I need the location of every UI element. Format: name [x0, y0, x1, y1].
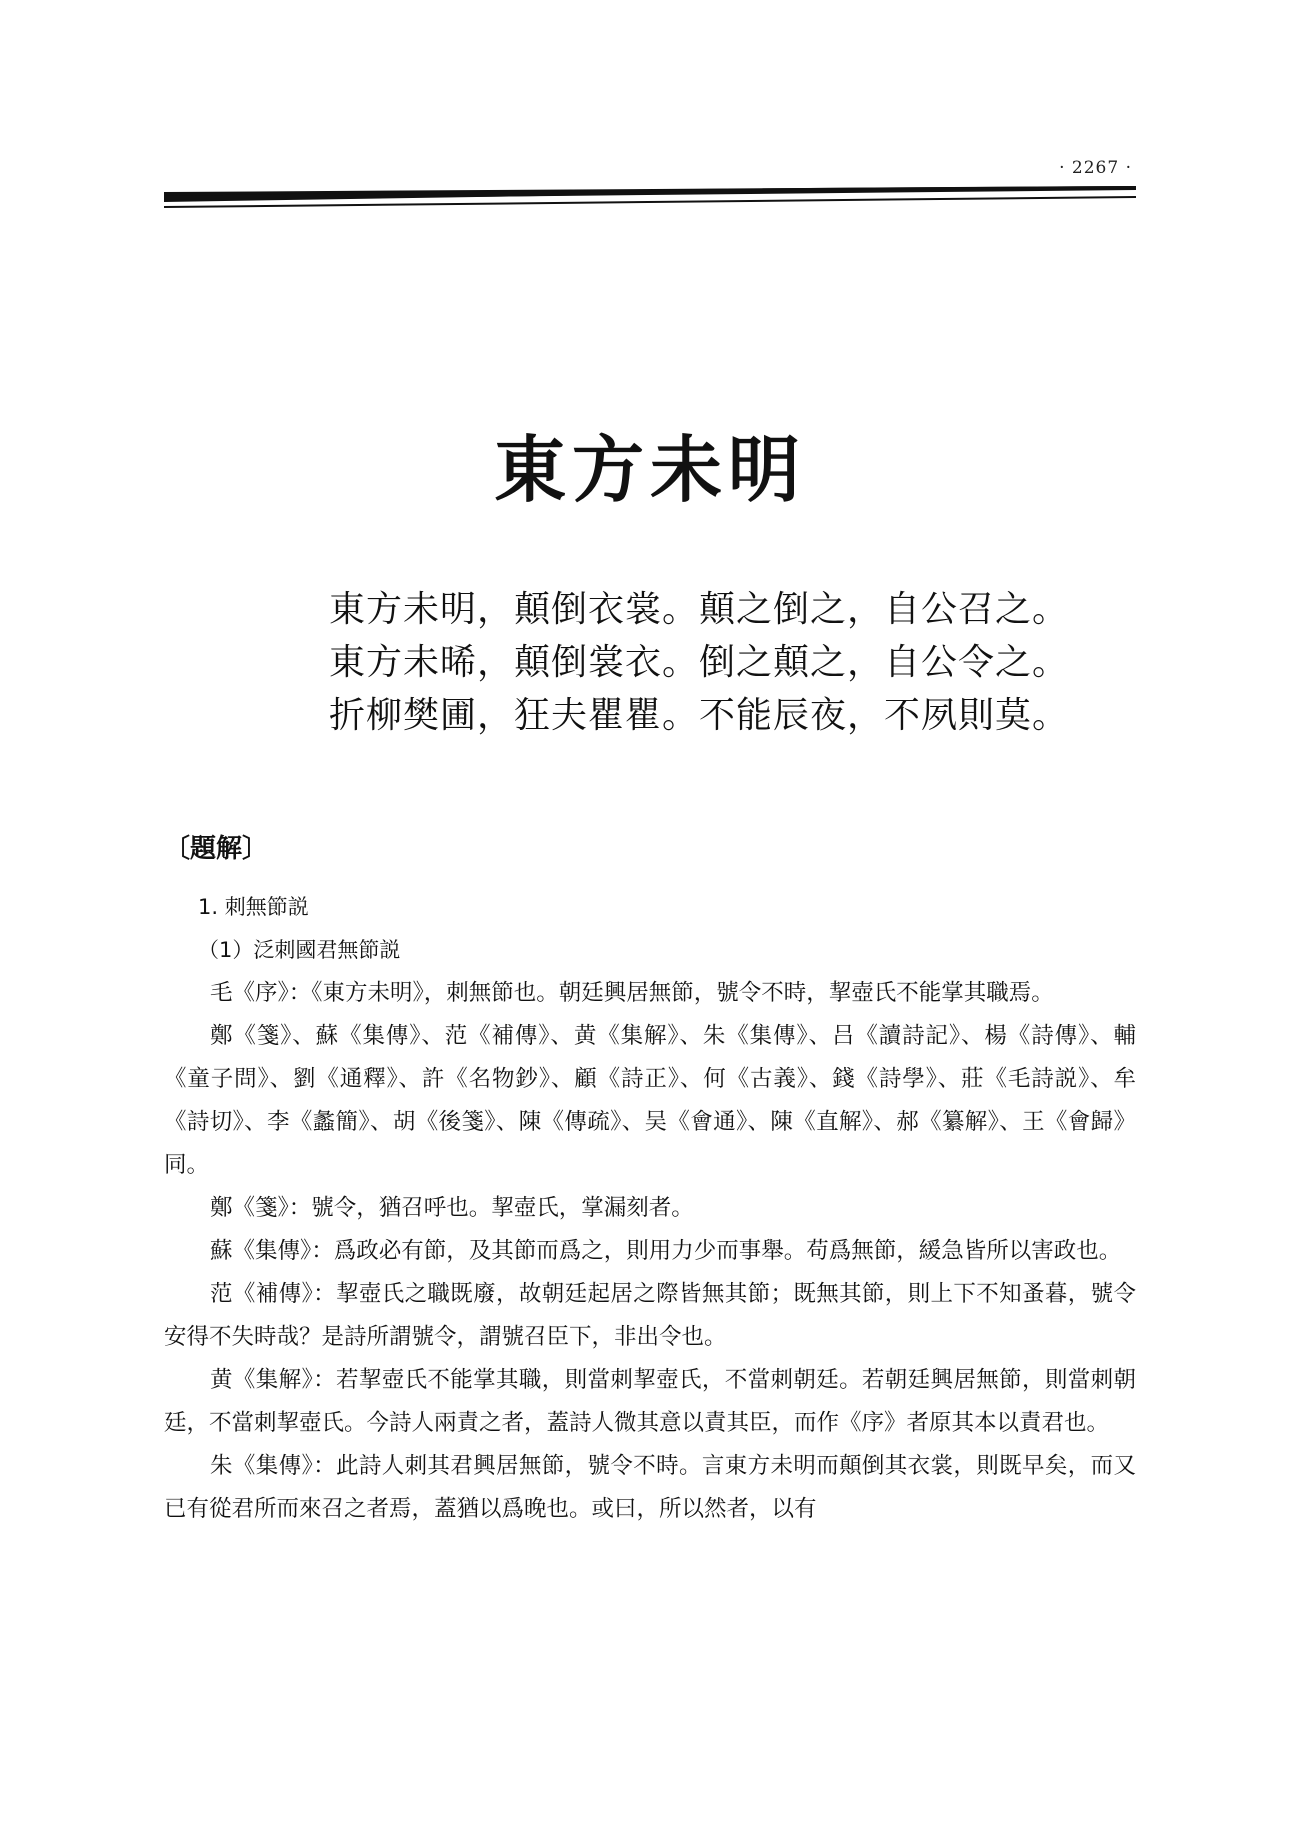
commentary-paragraph: 毛《序》：《東方未明》，刺無節也。朝廷興居無節，號令不時，挈壺氏不能掌其職焉。: [210, 980, 1054, 1006]
commentary-paragraph: 鄭《箋》、蘇《集傳》、范《補傳》、黄《集解》、朱《集傳》、吕《讀詩記》、楊《詩傳》、輔《童子問》、劉《通釋》、許《名物鈔》、顧《詩正》、何《古義》、錢《詩學》、莊《毛詩説》、牟《詩切》、李《蠡簡》、胡《後箋》、陳《傳疏》、吴《會通》、陳《直解》、郝《纂解》、王《會歸》同。: [164, 1023, 1136, 1178]
header-rule: [164, 184, 1136, 212]
page-number: · 2267 ·: [1059, 158, 1132, 178]
poem-line: 東方未晞，顛倒裳衣。倒之顛之，自公令之。: [329, 642, 1070, 683]
poem-text: [329, 586, 1069, 745]
subheading-level-2: （1）泛刺國君無節説: [198, 938, 401, 962]
poem-line: 東方未明，顛倒衣裳。顛之倒之，自公召之。: [329, 589, 1070, 630]
subheading-level-1: 1. 刺無節説: [198, 895, 309, 919]
poem-title: 東方未明: [493, 428, 806, 512]
section-heading: 〔題解〕: [164, 834, 269, 864]
commentary-paragraph: 朱《集傳》：此詩人刺其君興居無節，號令不時。言東方未明而顛倒其衣裳，則既早矣，而又已有從君所而來召之者焉，蓋猶以爲晚也。或曰，所以然者，以有: [164, 1453, 1136, 1522]
commentary-paragraph: 蘇《集傳》：爲政必有節，及其節而爲之，則用力少而事舉。苟爲無節，緩急皆所以害政也。: [210, 1238, 1122, 1264]
poem-line: 折柳樊圃，狂夫瞿瞿。不能辰夜，不夙則莫。: [329, 695, 1070, 736]
commentary-paragraph: 鄭《箋》：號令，猶召呼也。挈壺氏，掌漏刻者。: [210, 1195, 694, 1221]
commentary-paragraph: 黄《集解》：若挈壺氏不能掌其職，則當刺挈壺氏，不當刺朝廷。若朝廷興居無節，則當刺朝廷，不當刺挈壺氏。今詩人兩責之者，蓋詩人微其意以責其臣，而作《序》者原其本以責君也。: [164, 1367, 1136, 1436]
commentary-body: [164, 824, 1136, 1531]
commentary-paragraph: 范《補傳》：挈壺氏之職既廢，故朝廷起居之際皆無其節；既無其節，則上下不知蚤暮，號令安得不失時哉？是詩所謂號令，謂號召臣下，非出令也。: [164, 1281, 1136, 1350]
